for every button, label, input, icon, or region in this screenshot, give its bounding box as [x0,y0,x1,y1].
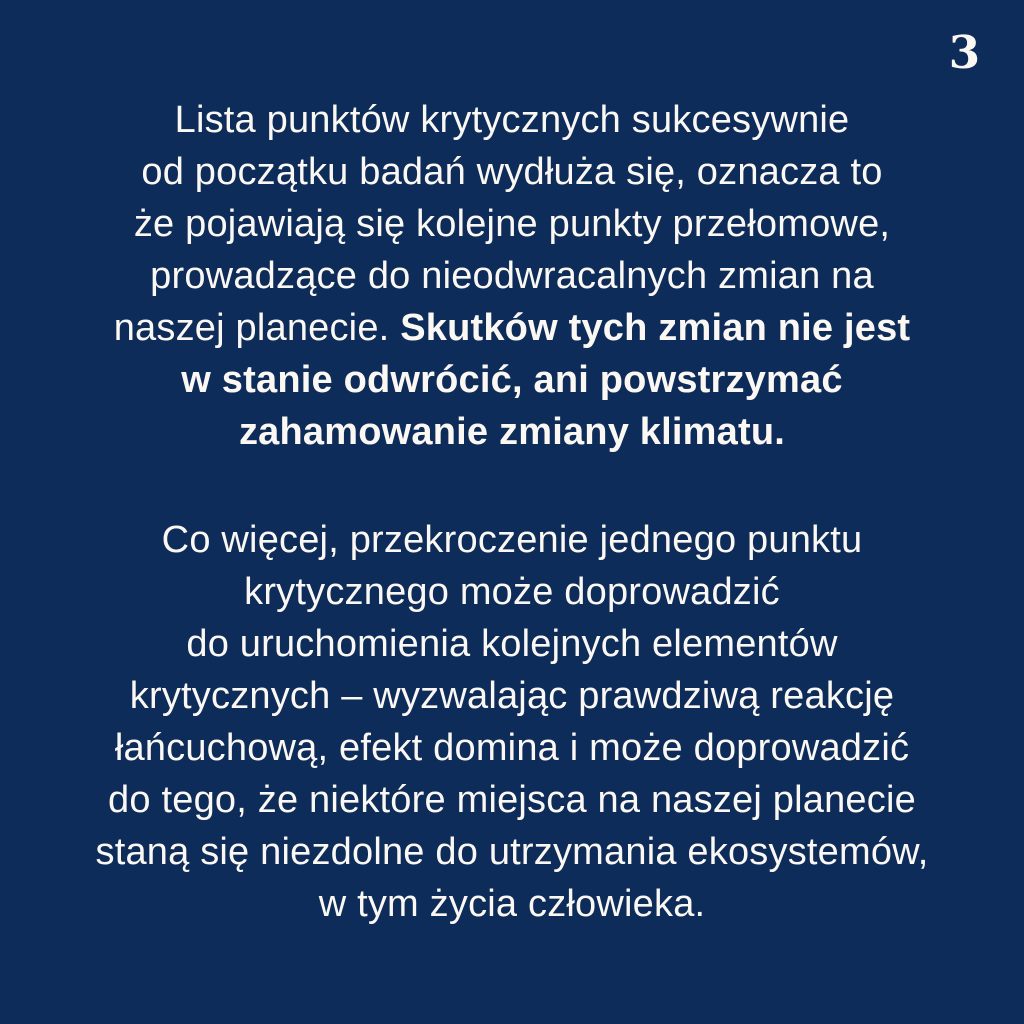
text-segment: do uruchomienia kolejnych elementów [186,623,838,665]
text-line [40,826,984,878]
text-line [40,354,984,406]
paragraph-chain-reaction [40,514,984,930]
paragraph-tipping-points-list [40,94,984,458]
text-line [40,566,984,618]
text-segment: Lista punktów krytycznych sukcesywnie [174,99,850,141]
slide-text-block [40,94,984,930]
text-segment: łańcuchową, efekt domina i może doprowadzić [114,727,910,769]
text-segment: że pojawiają się kolejne punkty przełomowe, [133,203,891,245]
text-segment: do tego, że niektóre miejsca na naszej planecie [108,779,916,821]
page-number: 3 [948,26,980,79]
text-segment: Co więcej, przekroczenie jednego punktu [161,519,863,561]
bold-text-segment: zahamowanie zmiany klimatu. [238,411,785,453]
text-segment: naszej planecie. [113,307,401,349]
text-line [40,618,984,670]
text-line [40,774,984,826]
text-line [40,302,984,354]
text-segment: staną się niezdolne do utrzymania ekosystemów, [95,831,929,873]
text-line [40,722,984,774]
bold-text-segment: Skutków tych zmian nie jest [400,307,911,349]
text-line [40,878,984,930]
text-line [40,94,984,146]
text-line [40,146,984,198]
text-line [40,406,984,458]
bold-text-segment: w stanie odwrócić, ani powstrzymać [181,359,843,401]
text-line [40,670,984,722]
text-segment: krytycznych – wyzwalając prawdziwą reakcję [129,675,895,717]
text-segment: w tym życia człowieka. [318,883,706,925]
text-segment: krytycznego może doprowadzić [244,571,780,613]
text-line [40,198,984,250]
text-line [40,514,984,566]
text-segment: od początku badań wydłuża się, oznacza to [141,151,883,193]
text-line [40,250,984,302]
text-segment: prowadzące do nieodwracalnych zmian na [150,255,874,297]
